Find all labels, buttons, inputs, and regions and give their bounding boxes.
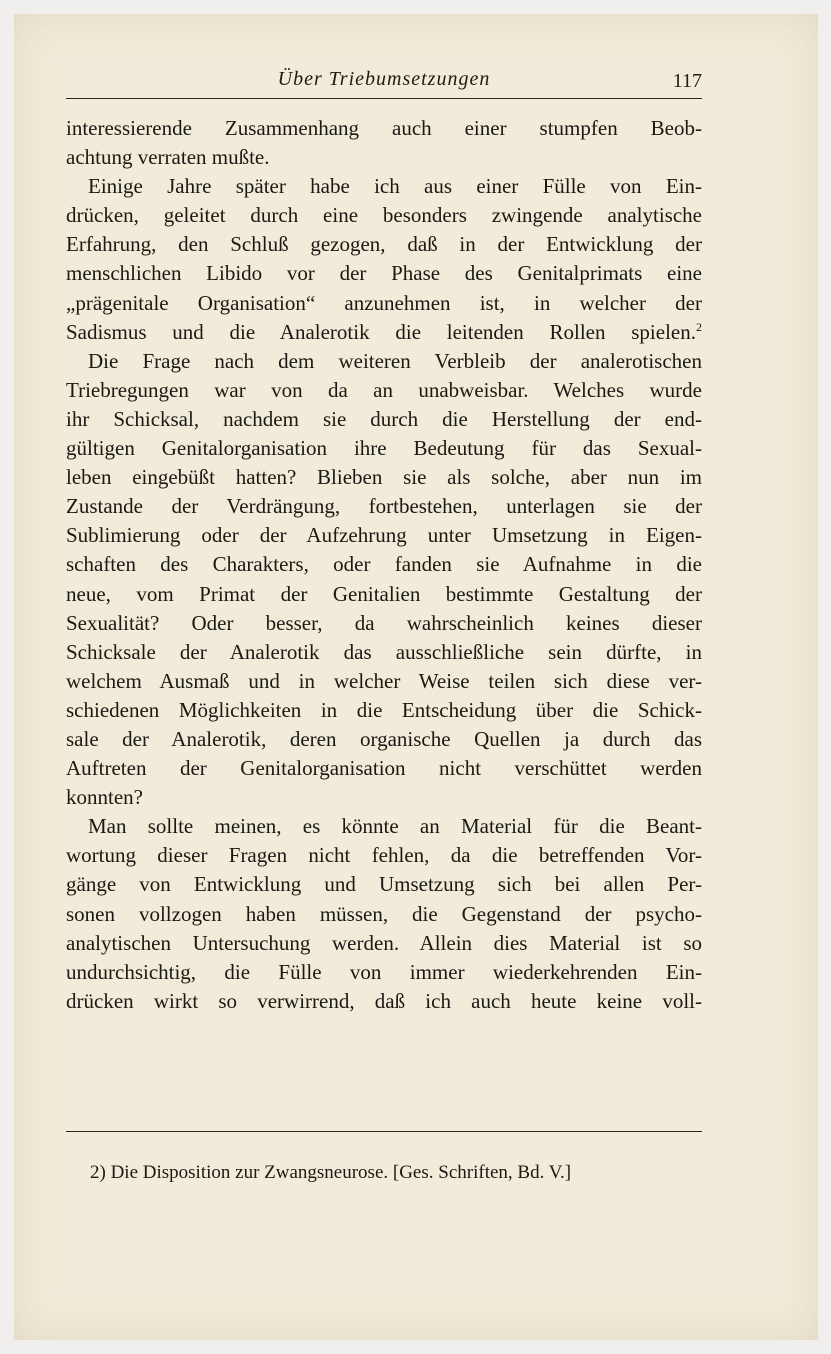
text-line: Erfahrung, den Schluß gezogen, daß in der Entwicklung der [66,232,702,257]
body-text [66,114,702,1016]
text-line: drücken, geleitet durch eine besonders zwingende analytische [66,203,702,228]
text-line: wortung dieser Fragen nicht fehlen, da die betreffenden Vor- [66,843,702,868]
page-number: 117 [672,70,702,92]
text-line: konnten? [66,785,143,810]
text-line: sonen vollzogen haben müssen, die Gegenstand der psycho- [66,901,702,926]
text-line: undurchsichtig, die Fülle von immer wiederkehrenden Ein- [66,959,702,984]
text-line: menschlichen Libido vor der Phase des Genitalprimats eine [66,261,702,286]
text-line-content: Sadismus und die Analerotik die leitenden Rollen spielen. [66,319,696,344]
running-header [66,62,702,99]
text-line: gültigen Genitalorganisation ihre Bedeutung für das Sexual- [66,436,702,461]
text-line: schaften des Charakters, oder fanden sie Aufnahme in die [66,552,702,577]
text-line: Zustande der Verdrängung, fortbestehen, unterlagen sie der [66,494,702,519]
text-line: Sexualität? Oder besser, da wahrscheinlich keines dieser [66,610,702,635]
text-line-with-footnote [66,318,702,347]
text-line: ihr Schicksal, nachdem sie durch die Herstellung der end- [66,406,702,431]
text-line: Triebregungen war von da an unabweisbar. Welches wurde [66,377,702,402]
text-line: achtung verraten mußte. [66,145,270,170]
text-line: Man sollte meinen, es könnte an Material für die Beant- [88,814,702,839]
footnote-divider [66,1131,702,1132]
text-line: Schicksale der Analerotik das ausschließliche sein dürfte, in [66,639,702,664]
text-line: interessierende Zusammenhang auch einer stumpfen Beob- [66,116,702,140]
running-title: Über Triebumsetzungen [277,68,491,90]
text-line: schiedenen Möglichkeiten in die Entscheidung über die Schick- [66,697,702,722]
text-line: sale der Analerotik, deren organische Quellen ja durch das [66,726,702,751]
footnote-marker: 2 [696,319,702,334]
text-line: drücken wirkt so verwirrend, daß ich auch heute keine voll- [66,988,702,1013]
text-line: gänge von Entwicklung und Umsetzung sich bei allen Per- [66,872,702,897]
text-line: neue, vom Primat der Genitalien bestimmte Gestaltung der [66,581,702,606]
text-line: Einige Jahre später habe ich aus einer Fülle von Ein- [88,174,702,199]
book-page [14,14,818,1340]
footnote: 2) Die Disposition zur Zwangsneurose. [Ges. Schriften, Bd. V.] [90,1162,572,1183]
text-line: welchem Ausmaß und in welcher Weise teilen sich diese ver- [66,668,702,693]
text-line: Sublimierung oder der Aufzehrung unter Umsetzung in Eigen- [66,523,702,548]
text-line: leben eingebüßt hatten? Blieben sie als solche, aber nun im [66,465,702,490]
text-line: Die Frage nach dem weiteren Verbleib der analerotischen [88,348,702,373]
text-line: analytischen Untersuchung werden. Allein dies Material ist so [66,930,702,955]
text-line: Auftreten der Genitalorganisation nicht verschüttet werden [66,756,702,781]
text-line: „prägenitale Organisation“ anzunehmen ist, in welcher der [66,290,702,315]
